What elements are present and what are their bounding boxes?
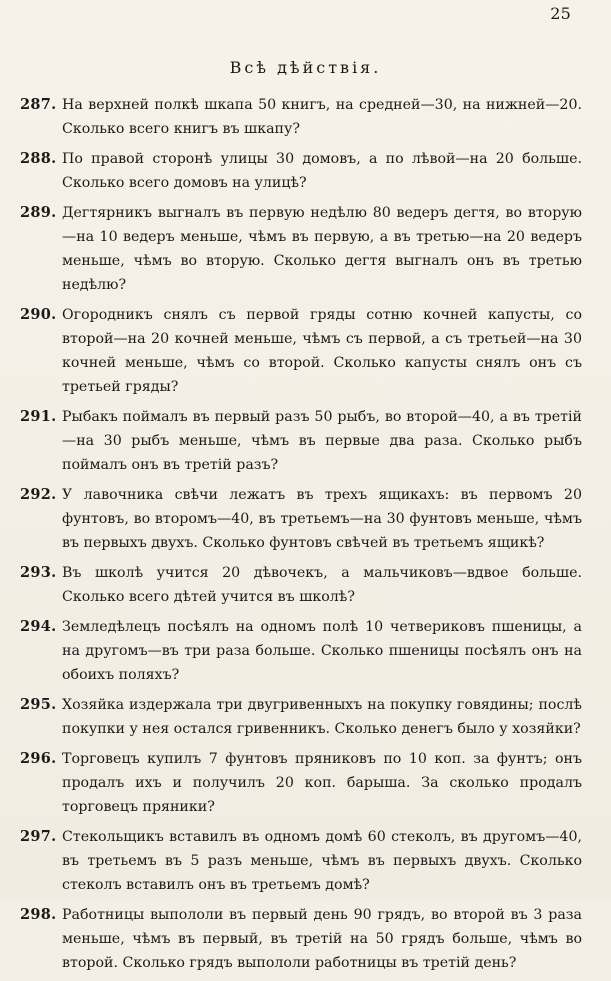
problem-text: Огородникъ снялъ съ первой гряды сотню кочней капусты, со второй—на 20 кочней меньше, чѣмъ съ первой, а съ третьей—на 30 кочней меньше, чѣмъ со второй. Сколько капусты снялъ онъ съ третьей гряды? bbox=[62, 307, 582, 395]
problem-number: 288. bbox=[20, 150, 57, 167]
problem-293 bbox=[20, 561, 582, 609]
problem-text: Работницы выпололи въ первый день 90 грядъ, во второй въ 3 раза меньше, чѣмъ въ первый, въ третій на 50 грядъ больше, чѣмъ во второй. Сколько грядъ выпололи работницы въ третій день? bbox=[62, 907, 582, 971]
problem-text: Въ школѣ учится 20 дѣвочекъ, а мальчиковъ—вдвое больше. Сколько всего дѣтей учится въ школѣ? bbox=[62, 565, 582, 605]
problem-number: 297. bbox=[20, 828, 57, 845]
problem-number: 295. bbox=[20, 696, 57, 713]
problem-text: Торговецъ купилъ 7 фунтовъ пряниковъ по 10 коп. за фунтъ; онъ продалъ ихъ и получилъ 20 коп. барыша. За сколько продалъ торговецъ пряники? bbox=[62, 751, 582, 815]
problem-number: 298. bbox=[20, 906, 57, 923]
problem-text: Рыбакъ поймалъ въ первый разъ 50 рыбъ, во второй—40, а въ третій—на 30 рыбъ меньше, чѣмъ въ первые два раза. Сколько рыбъ поймалъ онъ въ третій разъ? bbox=[62, 409, 582, 473]
problem-295 bbox=[20, 693, 582, 741]
problem-text: У лавочника свѣчи лежатъ въ трехъ ящикахъ: въ первомъ 20 фунтовъ, во второмъ—40, въ третьемъ—на 30 фунтовъ меньше, чѣмъ въ первыхъ двухъ. Сколько фунтовъ свѣчей въ третьемъ ящикѣ? bbox=[62, 487, 582, 551]
problem-298 bbox=[20, 903, 582, 975]
problem-287 bbox=[20, 93, 582, 141]
problem-number: 287. bbox=[20, 96, 57, 113]
problem-text: На верхней полкѣ шкапа 50 книгъ, на средней—30, на нижней—20. Сколько всего книгъ въ шкапу? bbox=[62, 97, 582, 137]
problem-text: Хозяйка издержала три двугривенныхъ на покупку говядины; послѣ покупки у нея остался гривенникъ. Сколько денегъ было у хозяйки? bbox=[62, 697, 582, 737]
problem-number: 290. bbox=[20, 306, 57, 323]
problem-291 bbox=[20, 405, 582, 477]
page-number: 25 bbox=[550, 4, 571, 23]
problem-number: 293. bbox=[20, 564, 57, 581]
problem-text: По правой сторонѣ улицы 30 домовъ, а по лѣвой—на 20 больше. Сколько всего домовъ на улицѣ? bbox=[62, 151, 582, 191]
problem-list bbox=[20, 93, 582, 981]
problem-text: Земледѣлецъ посѣялъ на одномъ полѣ 10 четвериковъ пшеницы, а на другомъ—въ три раза больше. Сколько пшеницы посѣялъ онъ на обоихъ поляхъ? bbox=[62, 619, 582, 683]
problem-294 bbox=[20, 615, 582, 687]
section-heading: Всѣ дѣйствія. bbox=[229, 58, 382, 77]
problem-290 bbox=[20, 303, 582, 399]
problem-297 bbox=[20, 825, 582, 897]
problem-288 bbox=[20, 147, 582, 195]
problem-number: 294. bbox=[20, 618, 57, 635]
problem-292 bbox=[20, 483, 582, 555]
problem-296 bbox=[20, 747, 582, 819]
problem-number: 296. bbox=[20, 750, 57, 767]
problem-text: Дегтярникъ выгналъ въ первую недѣлю 80 ведеръ дегтя, во вторую—на 10 ведеръ меньше, чѣмъ въ первую, а въ третью—на 20 ведеръ меньше, чѣмъ во вторую. Сколько дегтя выгналъ онъ въ третью недѣлю? bbox=[62, 205, 582, 293]
problem-text: Стекольщикъ вставилъ въ одномъ домѣ 60 стеколъ, въ другомъ—40, въ третьемъ въ 5 разъ меньше, чѣмъ въ первыхъ двухъ. Сколько стеколъ вставилъ онъ въ третьемъ домѣ? bbox=[62, 829, 582, 893]
problem-289 bbox=[20, 201, 582, 297]
problem-number: 291. bbox=[20, 408, 57, 425]
problem-number: 289. bbox=[20, 204, 57, 221]
problem-number: 292. bbox=[20, 486, 57, 503]
